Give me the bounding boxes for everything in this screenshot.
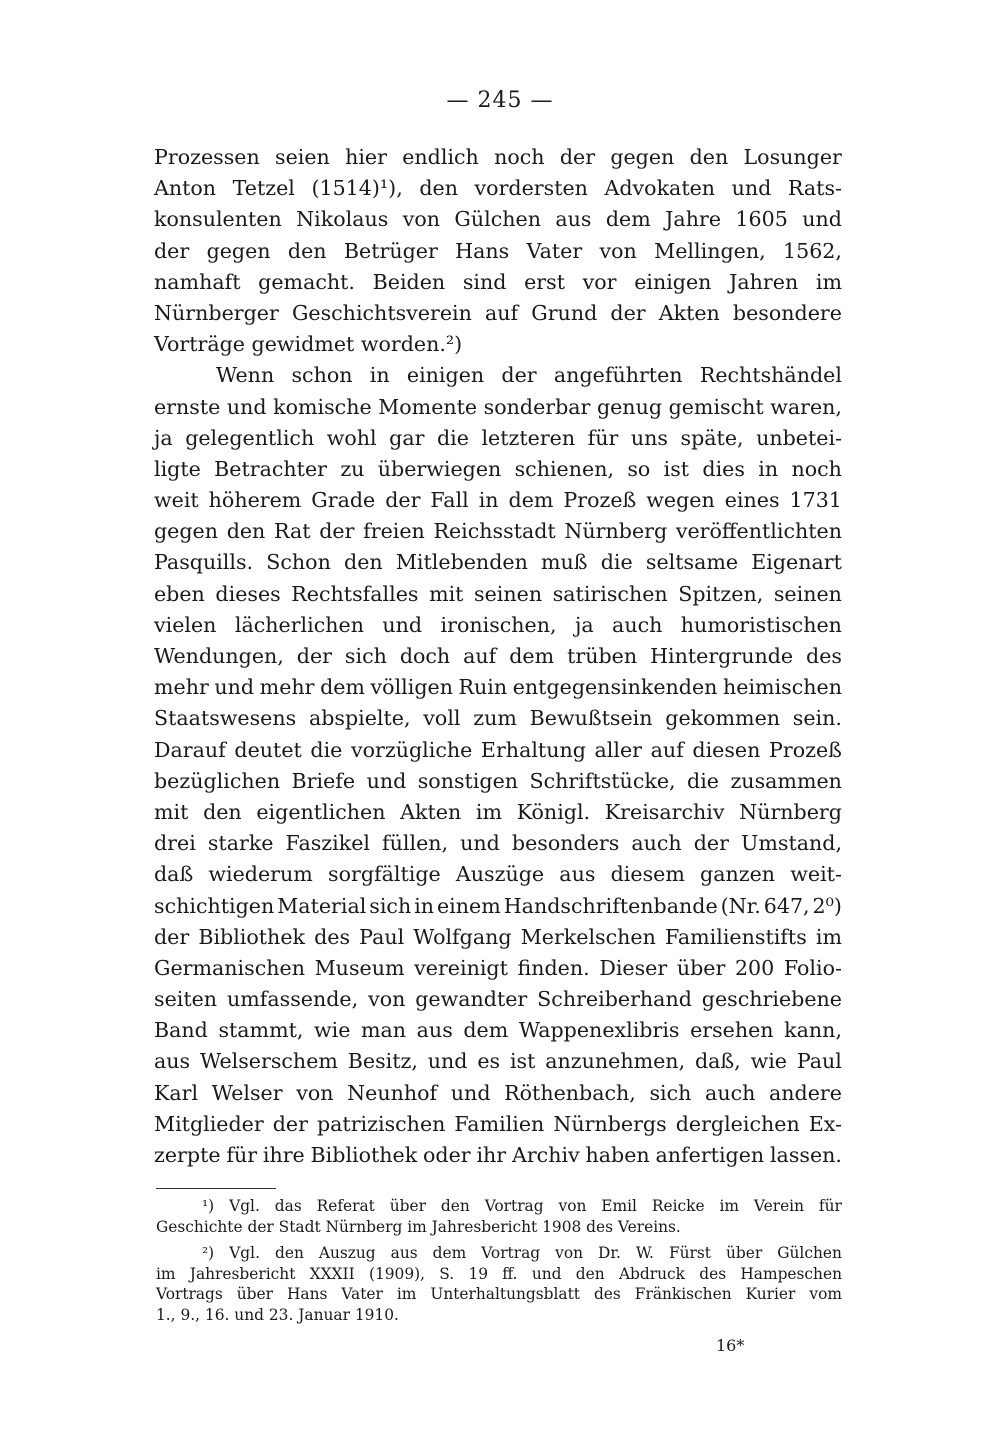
- body-line: Vorträge gewidmet worden.²): [154, 332, 463, 357]
- footnote-line: ¹) Vgl. das Referat über den Vortrag von Emil Reicke im Verein für: [202, 1197, 842, 1215]
- body-line: seiten umfassende, von gewandter Schreiberhand geschriebene: [154, 987, 842, 1012]
- footnote-line: im Jahresbericht XXXII (1909), S. 19 ff. und den Abdruck des Hampeschen: [156, 1264, 842, 1283]
- body-text: [154, 142, 842, 1171]
- body-line: Wendungen, der sich doch auf dem trüben Hintergrunde des: [154, 644, 842, 668]
- body-line: der gegen den Betrüger Hans Vater von Mellingen, 1562,: [154, 238, 842, 263]
- body-line: eben dieses Rechtsfalles mit seinen satirischen Spitzen, seinen: [154, 581, 842, 606]
- body-line: mit den eigentlichen Akten im Königl. Kreisarchiv Nürnberg: [154, 799, 842, 824]
- footnotes: [156, 1196, 842, 1325]
- body-line: Karl Welser von Neunhof und Röthenbach, sich auch andere: [154, 1080, 842, 1105]
- body-line: Darauf deutet die vorzügliche Erhaltung aller auf diesen Prozeß: [154, 737, 842, 762]
- body-line: zerpte für ihre Bibliothek oder ihr Archiv haben anfertigen lassen.: [154, 1143, 842, 1167]
- body-line: Anton Tetzel (1514)¹), den vordersten Advokaten und Rats-: [154, 176, 842, 201]
- body-line: Wenn schon in einigen der angeführten Rechtshändel: [216, 363, 842, 388]
- body-line: mehr und mehr dem völligen Ruin entgegensinkenden heimischen: [154, 675, 842, 700]
- body-line: gegen den Rat der freien Reichsstadt Nürnberg veröffentlichten: [154, 519, 842, 544]
- signature-mark: 16*: [716, 1336, 745, 1355]
- body-line: aus Welserschem Besitz, und es ist anzunehmen, daß, wie Paul: [154, 1049, 842, 1074]
- body-line: Pasquills. Schon den Mitlebenden muß die seltsame Eigenart: [154, 550, 842, 575]
- footnote-line: ²) Vgl. den Auszug aus dem Vortrag von Dr. W. Fürst über Gülchen: [202, 1244, 842, 1262]
- footnote-line: 1., 9., 16. und 23. Januar 1910.: [156, 1305, 399, 1324]
- body-line: bezüglichen Briefe und sonstigen Schriftstücke, die zusammen: [154, 768, 842, 793]
- body-line: daß wiederum sorgfältige Auszüge aus diesem ganzen weit-: [154, 862, 842, 887]
- body-line: drei starke Faszikel füllen, und besonders auch der Umstand,: [154, 831, 842, 856]
- body-line: Nürnberger Geschichtsverein auf Grund der Akten besondere: [154, 300, 842, 325]
- body-line: Band stammt, wie man aus dem Wappenexlibris ersehen kann,: [154, 1018, 842, 1043]
- body-line: ernste und komische Momente sonderbar genug gemischt waren,: [154, 394, 842, 419]
- footnote-line: Geschichte der Stadt Nürnberg im Jahresbericht 1908 des Vereins.: [156, 1217, 681, 1236]
- body-line: ja gelegentlich wohl gar die letzteren für uns späte, unbetei-: [154, 425, 842, 450]
- body-line: Staatswesens abspielte, voll zum Bewußtsein gekommen sein.: [154, 706, 842, 731]
- body-line: ligte Betrachter zu überwiegen schienen, so ist dies in noch: [154, 456, 842, 481]
- body-line: Mitglieder der patrizischen Familien Nürnbergs dergleichen Ex-: [154, 1111, 842, 1136]
- page-number: — 245 —: [446, 88, 554, 113]
- body-line: weit höherem Grade der Fall in dem Prozeß wegen eines 1731: [154, 488, 842, 513]
- body-line: vielen lächerlichen und ironischen, ja auch humoristischen: [154, 612, 842, 637]
- body-line: der Bibliothek des Paul Wolfgang Merkelschen Familienstifts im: [154, 924, 842, 949]
- footnote-line: Vortrags über Hans Vater im Unterhaltungsblatt des Fränkischen Kurier vom: [156, 1285, 842, 1303]
- footnote-divider: [156, 1188, 276, 1189]
- body-line: schichtigen Material sich in einem Handschriftenbande (Nr. 647, 2⁰): [154, 893, 842, 918]
- body-line: namhaft gemacht. Beiden sind erst vor einigen Jahren im: [154, 269, 842, 294]
- body-line: Germanischen Museum vereinigt finden. Dieser über 200 Folio-: [154, 955, 842, 980]
- body-line: konsulenten Nikolaus von Gülchen aus dem Jahre 1605 und: [154, 207, 842, 232]
- body-line: Prozessen seien hier endlich noch der gegen den Losunger: [154, 145, 842, 169]
